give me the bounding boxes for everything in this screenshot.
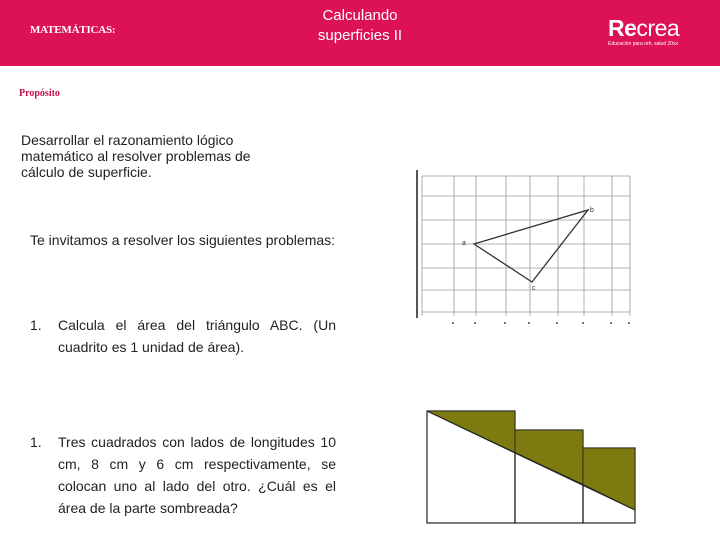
tick-marks [452, 322, 630, 324]
problem-2 [30, 431, 336, 519]
header-bar [0, 0, 720, 66]
three-squares-figure [424, 408, 640, 526]
logo-re: Re [608, 15, 637, 41]
problem-1-number: 1. [30, 317, 42, 333]
purpose-heading: Propósito [19, 88, 60, 99]
grid-lines [422, 176, 630, 316]
page-title: Calculando superficies II [317, 7, 403, 44]
vertex-label-b: b [590, 207, 594, 214]
problem-1-text: Calcula el área del triángulo ABC. (Un cuadrito es 1 unidad de área). [58, 317, 336, 355]
vertex-label-c: c [532, 285, 536, 292]
problem-1 [30, 314, 336, 358]
triangle-grid-figure [408, 168, 640, 328]
triangle-abc [474, 210, 588, 282]
problem-2-text: Tres cuadrados con lados de longitudes 10 cm, 8 cm y 6 cm respectivamente, se colocan uno al lado del otro. ¿Cuál es el área de la parte sombreada? [58, 434, 336, 516]
problem-2-number: 1. [30, 434, 42, 450]
recrea-logo [608, 16, 708, 48]
logo-tagline: Educación para reh. salud 20xx [608, 41, 679, 47]
logo-crea: crea [636, 15, 680, 41]
vertex-label-a: a [462, 240, 466, 247]
purpose-text: Desarrollar el razonamiento lógico matemático al resolver problemas de cálculo de superficie. [21, 132, 251, 180]
intro-text: Te invitamos a resolver los siguientes problemas: [30, 232, 336, 248]
subject-label: MATEMÁTICAS: [30, 24, 116, 36]
